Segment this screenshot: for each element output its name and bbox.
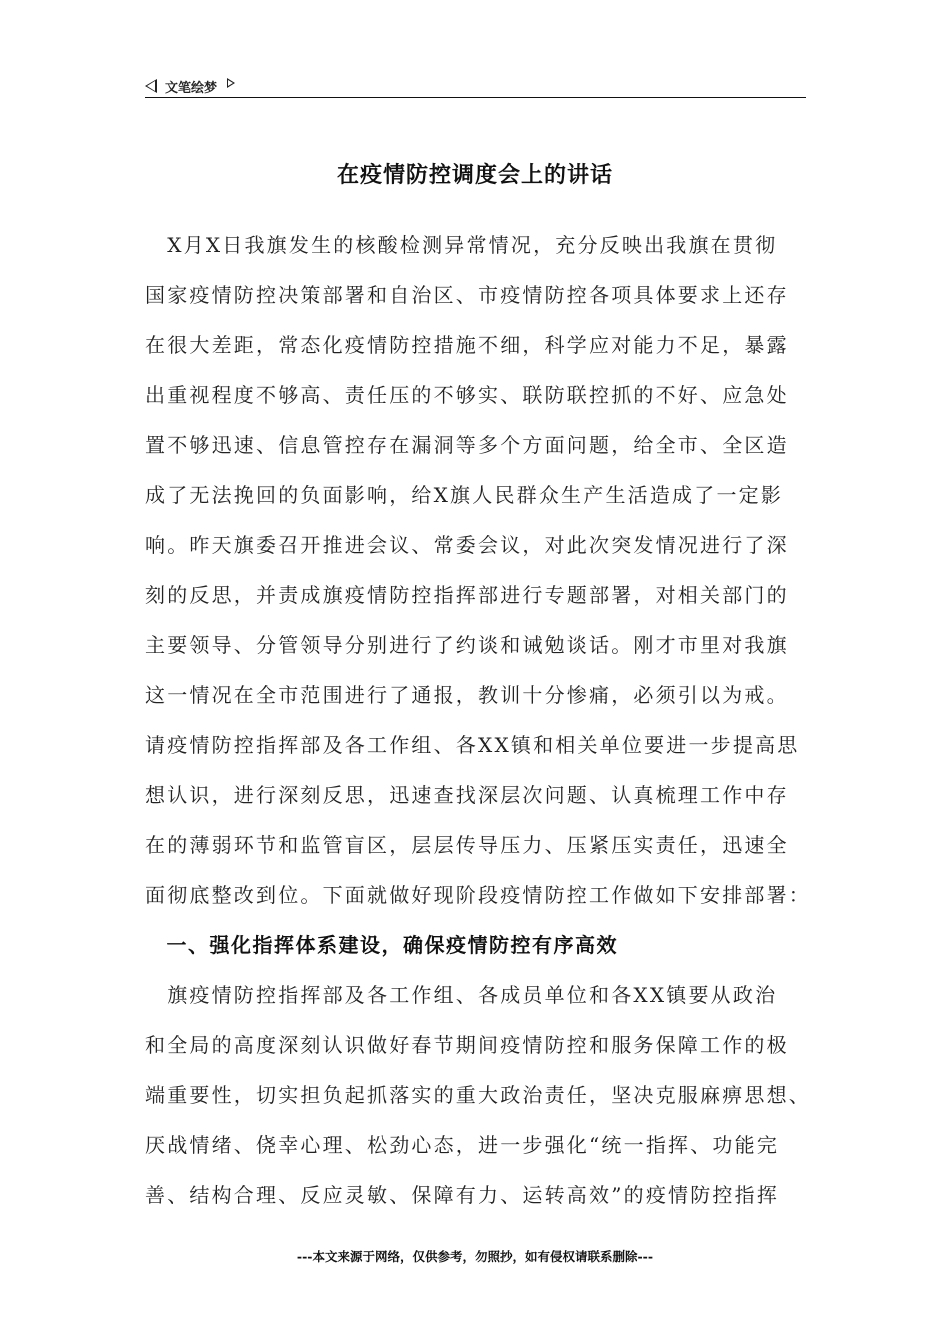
document-body (145, 220, 817, 1220)
paragraph-line: 想认识，进行深刻反思，迅速查找深层次问题、认真梳理工作中存 (145, 783, 789, 807)
paragraph-line: 面彻底整改到位。下面就做好现阶段疫情防控工作做如下安排部署： (145, 883, 811, 907)
document-footer-disclaimer: ---本文来源于网络，仅供参考，勿照抄，如有侵权请联系删除--- (296, 1249, 654, 1264)
paragraph-line: 和全局的高度深刻认识做好春节期间疫情防控和服务保障工作的极 (145, 1033, 789, 1057)
header-divider (145, 97, 806, 98)
paragraph-line: 善、结构合理、反应灵敏、保障有力、运转高效”的疫情防控指挥 (145, 1183, 780, 1207)
paragraph-line: 厌战情绪、侥幸心理、松劲心态，进一步强化“统一指挥、功能完 (145, 1133, 780, 1157)
paragraph-line: 刻的反思，并责成旗疫情防控指挥部进行专题部署，对相关部门的 (145, 583, 789, 607)
paragraph-line: X月X日我旗发生的核酸检测异常情况，充分反映出我旗在贯彻 (145, 233, 778, 257)
header-brand: 文笔绘梦 (165, 80, 218, 96)
paragraph-line: 响。昨天旗委召开推进会议、常委会议，对此次突发情况进行了深 (145, 533, 789, 557)
paragraph-line: 请疫情防控指挥部及各工作组、各XX镇和相关单位要进一步提高思 (145, 733, 800, 757)
paragraph-line: 主要领导、分管领导分别进行了约谈和诫勉谈话。刚才市里对我旗 (145, 633, 789, 657)
paragraph-line: 出重视程度不够高、责任压的不够实、联防联控抓的不好、应急处 (145, 383, 789, 407)
triangle-left-icon (145, 79, 157, 93)
document-header (145, 74, 806, 98)
paragraph-line: 置不够迅速、信息管控存在漏洞等多个方面问题，给全市、全区造 (145, 433, 789, 457)
section-heading: 一、强化指挥体系建设，确保疫情防控有序高效 (145, 933, 618, 957)
document-title: 在疫情防控调度会上的讲话 (336, 162, 613, 188)
paragraph-line: 在的薄弱环节和监管盲区，层层传导压力、压紧压实责任，迅速全 (145, 833, 789, 857)
paragraph-line: 在很大差距，常态化疫情防控措施不细，科学应对能力不足，暴露 (145, 333, 789, 357)
paragraph-line: 端重要性，切实担负起抓落实的重大政治责任，坚决克服麻痹思想、 (145, 1083, 811, 1107)
triangle-right-icon (227, 78, 235, 88)
paragraph-line: 成了无法挽回的负面影响，给X旗人民群众生产生活造成了一定影 (145, 483, 784, 507)
paragraph-line: 这一情况在全市范围进行了通报，教训十分惨痛，必须引以为戒。 (145, 683, 789, 707)
paragraph-line: 旗疫情防控指挥部及各工作组、各成员单位和各XX镇要从政治 (145, 983, 778, 1007)
paragraph-line: 国家疫情防控决策部署和自治区、市疫情防控各项具体要求上还存 (145, 283, 789, 307)
